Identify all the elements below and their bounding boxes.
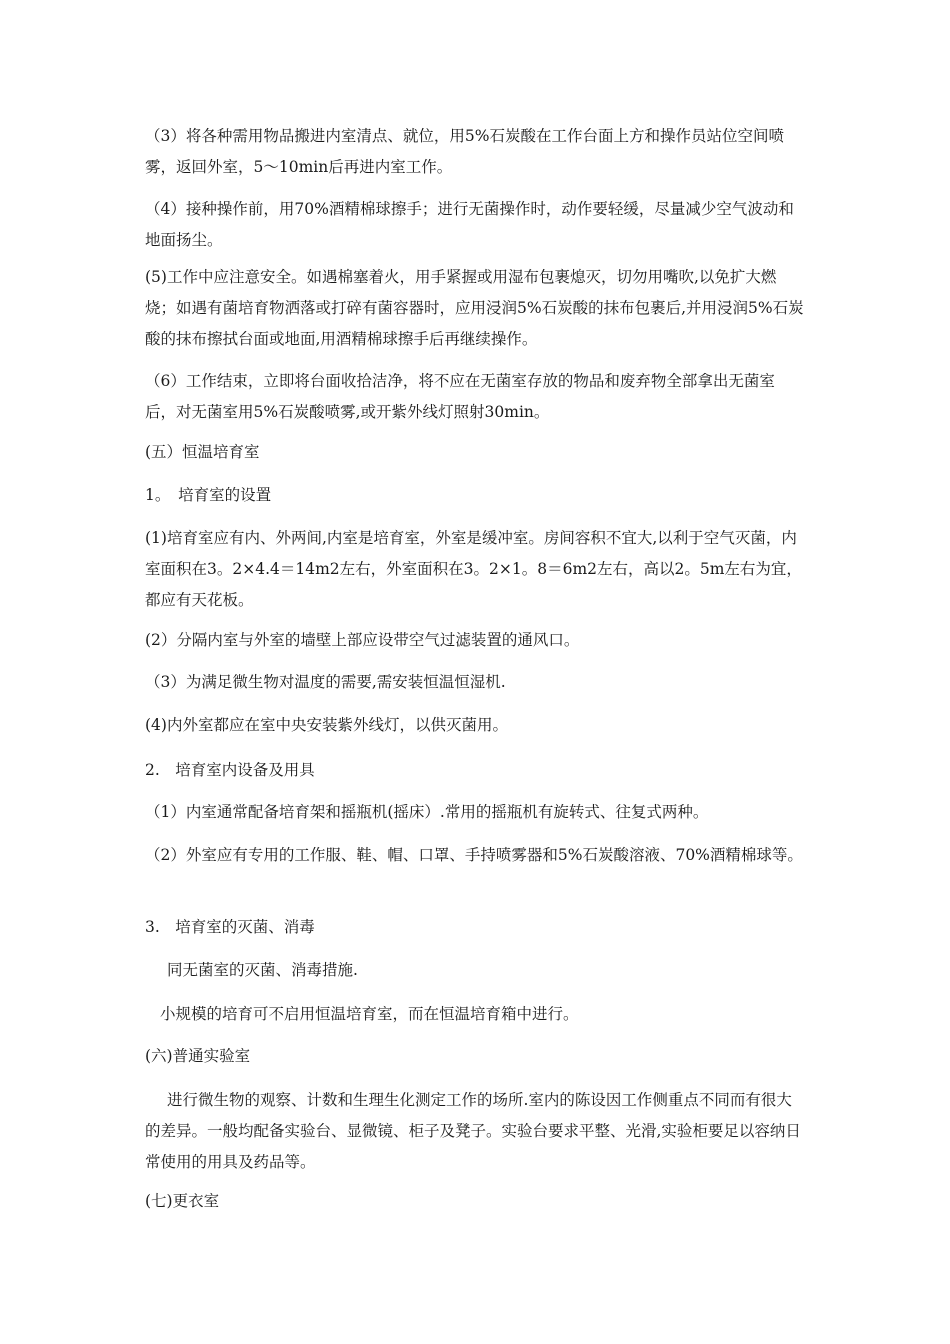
paragraph-step-6: （6）工作结束，立即将台面收拾洁净，将不应在无菌室存放的物品和废弃物全部拿出无菌室后，对无菌室用5%石炭酸喷雾,或开紫外线灯照射30min。 [145,372,775,421]
paragraph-room-3: （3）为满足微生物对温度的需要,需安装恒温恒湿机. [145,673,506,691]
paragraph-general-lab: 进行微生物的观察、计数和生理生化测定工作的场所.室内的陈设因工作侧重点不同而有很大的差异。一般均配备实验台、显微镜、柜子及凳子。实验台要求平整、光滑,实验柜要足以容纳日常使用的用具及药品等。 [145,1091,801,1171]
paragraph-step-5: (5)工作中应注意安全。如遇棉塞着火，用手紧握或用湿布包裹熄灭，切勿用嘴吹,以免扩大燃烧；如遇有菌培育物洒落或打碎有菌容器时，应用浸润5%石炭酸的抹布包裹后,并用浸润5%石炭酸的抹布擦拭台面或地面,用酒精棉球擦手后再继续操作。 [145,268,804,348]
subsection-heading-3: 3. 培育室的灭菌、消毒 [145,918,315,936]
section-heading-5: (五）恒温培育室 [145,443,260,461]
paragraph-room-2: (2）分隔内室与外室的墙壁上部应设带空气过滤装置的通风口。 [145,631,580,649]
subsection-heading-2: 2. 培育室内设备及用具 [145,761,315,779]
paragraph-sterilize-2: 小规模的培育可不启用恒温培育室，而在恒温培育箱中进行。 [160,1005,579,1023]
section-heading-6: (六)普通实验室 [145,1047,251,1065]
paragraph-equip-2: （2）外室应有专用的工作服、鞋、帽、口罩、手持喷雾器和5%石炭酸溶液、70%酒精棉球等。 [145,846,803,864]
section-heading-7: (七)更衣室 [145,1192,220,1210]
paragraph-room-4: (4)内外室都应在室中央安装紫外线灯，以供灭菌用。 [145,716,508,734]
subsection-heading-1: 1。 培育室的设置 [145,486,272,504]
paragraph-step-4: （4）接种操作前，用70%酒精棉球擦手；进行无菌操作时，动作要轻缓，尽量减少空气波动和地面扬尘。 [145,200,794,249]
paragraph-room-1: (1)培育室应有内、外两间,内室是培育室，外室是缓冲室。房间容积不宜大,以利于空气灭菌，内室面积在3。2×4.4＝14m2左右，外室面积在3。2×1。8＝6m2左右，高以2。5m左右为宜，都应有天花板。 [145,529,802,609]
paragraph-sterilize-1: 同无菌室的灭菌、消毒措施. [167,961,358,979]
paragraph-equip-1: （1）内室通常配备培育架和摇瓶机(摇床）.常用的摇瓶机有旋转式、往复式两种。 [145,803,709,821]
paragraph-step-3: （3）将各种需用物品搬进内室清点、就位，用5%石炭酸在工作台面上方和操作员站位空间喷雾，返回外室，5～10min后再进内室工作。 [145,127,784,176]
